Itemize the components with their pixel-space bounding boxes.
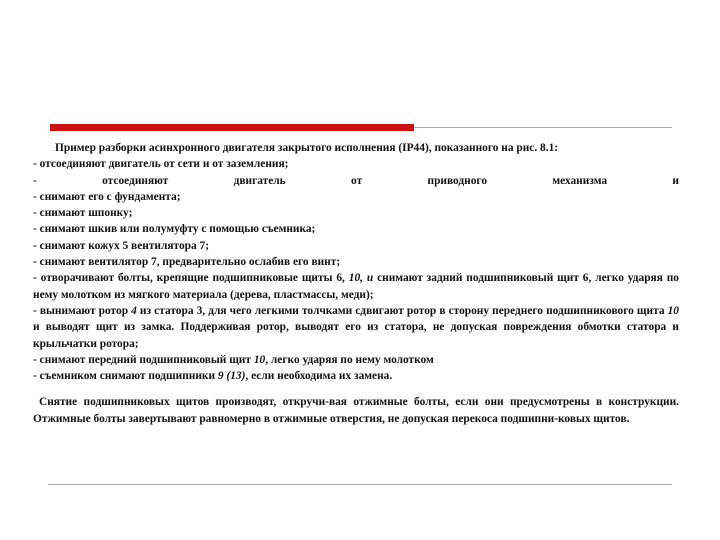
step-10: - снимают передний подшипниковый щит 10, легко ударяя по нему молотком xyxy=(33,353,434,366)
step-4: - снимают шпонку; xyxy=(33,207,133,220)
bottom-divider-line xyxy=(48,484,672,485)
step-11: - съемником снимают подшипники 9 (13), если необходима их замена. xyxy=(33,370,393,383)
slide-title: Пример разборки асинхронного двигателя закрытого исполнения (IP44), показанного на рис. 8.1: xyxy=(55,142,559,154)
step-9: - вынимают ротор 4 из статора 3, для чего легкими толчками сдвигают ротор в сторону переднего подшипникового щита 10 и выводят щит из замка. Поддерживая ротор, выводят его из статора, не допуская повреждения обмотки статора и крыльчатки ротора; xyxy=(33,304,679,350)
step-6: - снимают кожух 5 вентилятора 7; xyxy=(33,239,210,252)
step-2: - отсоединяют двигатель от приводного механизма и xyxy=(33,174,679,187)
title-divider-line xyxy=(414,127,672,128)
step-7: - снимают вентилятор 7, предварительно ослабив его винт; xyxy=(33,256,341,269)
step-8: - отворачивают болты, крепящие подшипниковые щиты 6, 10, и снимают задний подшипниковый щит 6, легко ударяя по нему молотком из мягкого материала (дерева, пластмассы, меди); xyxy=(33,272,680,301)
step-5: - снимают шкив или полумуфту с помощью съемника; xyxy=(33,223,316,236)
step-1: - отсоединяют двигатель от сети и от заземления; xyxy=(33,158,289,171)
slide-body xyxy=(33,140,679,427)
step-3: - снимают его с фундамента; xyxy=(33,190,181,203)
note-paragraph: Снятие подшипниковых щитов производят, откручи-вая отжимные болты, если они предусмотрены в конструкции. Отжимные болты завертывают равномерно в отжимные отверстия, не допуская перекоса подшипни-ковых щитов. xyxy=(33,396,679,425)
paragraph-gap xyxy=(33,384,679,394)
title-accent-bar xyxy=(50,124,414,131)
